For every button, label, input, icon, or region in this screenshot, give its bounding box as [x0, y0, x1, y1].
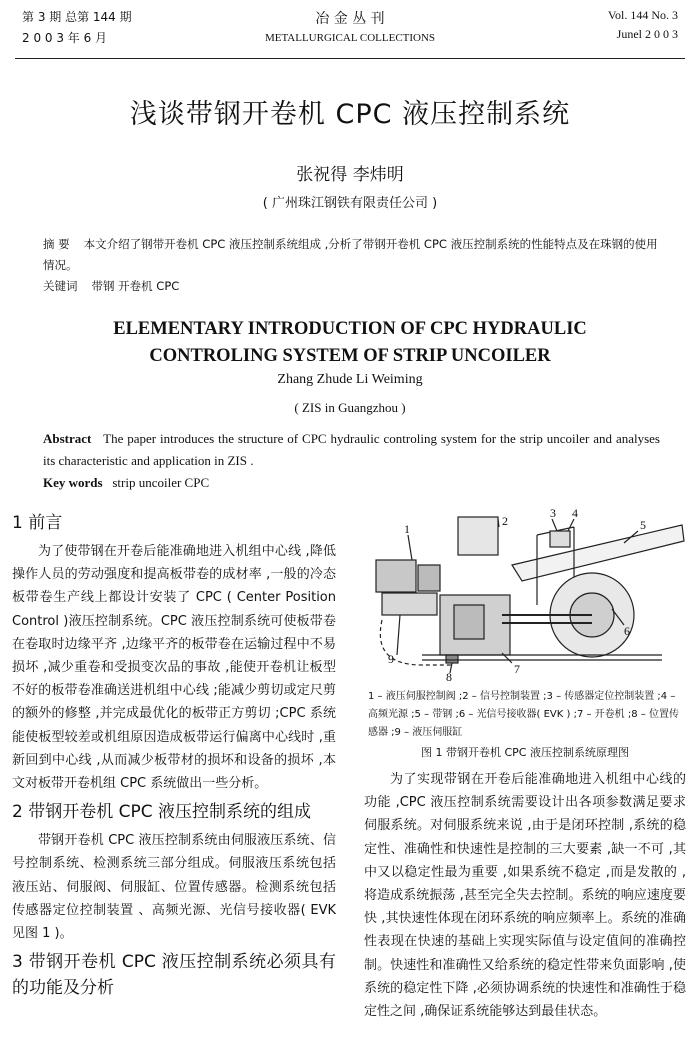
- left-column: [12, 508, 336, 1005]
- keywords-cn: 带钢 开卷机 CPC: [91, 279, 180, 293]
- label-4: 4: [572, 506, 578, 520]
- journal-name-en: METALLURGICAL COLLECTIONS: [264, 32, 436, 44]
- figure-title: 图 1 带钢开卷机 CPC 液压控制系统原理图: [421, 746, 629, 759]
- authors-en: Zhang Zhude Li Weiming: [277, 372, 423, 387]
- abstract-en-label: Abstract: [43, 431, 92, 446]
- affiliation-en: ( ZIS in Guangzhou ): [294, 400, 406, 415]
- issue-date: 2 0 0 3 年 6 月: [22, 31, 108, 45]
- volume-number: Vol. 144 No. 3: [607, 8, 678, 22]
- issue-number: 第 3 期 总第 144 期: [22, 10, 132, 24]
- section-3-heading: 3 带钢开卷机 CPC 液压控制系统必须具有的功能及分析: [12, 952, 336, 999]
- english-title-line2: CONTROLING SYSTEM OF STRIP UNCOILER: [149, 346, 551, 366]
- label-3: 3: [550, 506, 556, 520]
- light-source: [550, 531, 570, 547]
- figure-legend: 1 – 液压伺服控制阀 ;2 – 信号控制装置 ;3 – 传感器定位控制装置 ;4 – 高频光源 ;5 – 带钢 ;6 – 光信号接收器( EVK ) ;7 – 开卷机 ;8 – 位置传感器 ;9 – 液压伺服缸: [368, 691, 679, 738]
- header-rule: [15, 58, 685, 59]
- section-1-paragraph: 为了使带钢在开卷后能准确地进入机组中心线 ,降低操作人员的劳动强度和提高板带卷的成材率 ,一般的冷态板带卷生产线上都设计安装了 CPC ( Center Position Control )液压控制系统。CPC 液压控制系统可使板带卷在卷取时边缘平齐 ,边缘平齐的板带卷在运输过程中不易损坏 ,减少重卷和受损变次品的事故 ,能使开卷机让板型不好的板带卷准确送进机组中心线 ;能减少剪切或定尺剪的额外的修整 ,并完成最优化的板带正方剪切 ;CPC 系统能使板型较差或机组原因造成板带运行偏离中心线时 ,重新回到中心线 ,从而减少板带材的损坏和设备的损坏 ,本文对板带开卷机组 CPC 系统做出一些分析。: [12, 544, 336, 792]
- figure-1: [362, 505, 688, 683]
- keywords-cn-label: 关键词: [43, 279, 78, 293]
- label-1: 1: [404, 522, 410, 536]
- abstract-cn: [43, 234, 660, 297]
- journal-name-cn: 冶 金 丛 刊: [315, 11, 385, 27]
- section-1-heading: 1 前言: [12, 513, 63, 533]
- strip-shape: [512, 525, 684, 581]
- authors-cn: 张祝得 李炜明: [296, 165, 404, 185]
- volume-date: Junel 2 0 0 3: [616, 27, 678, 41]
- right-column-paragraph: 为了实现带钢在开卷后能准确地进入机组中心线的功能 ,CPC 液压控制系统需要设计出各项参数满足要求伺服系统。对伺服系统来说 ,由于是闭环控制 ,系统的稳定性、准确性和快速性是控制的三大要素 ,缺一不可 ,其中又以稳定性最为重要 ,如果系统不稳定 ,而是发散的 ,将造成系统振荡 ,甚至完全失去控制。系统的响应速度要快 ,其快速性体现在闭环系统的响应频率上。系统的准确性表现在快速的基础上实现实际值与设定值间的准确控制。快速性和准确性又给系统的稳定性带来负面影响 ,使系统的稳定性下降 ,必须协调系统的快速性和准确性于稳定性之间 ,确保证系统能够达到最佳状态。: [364, 772, 686, 1020]
- label-2: 2: [502, 514, 508, 528]
- keywords-en-label: Key words: [43, 475, 103, 490]
- label-8: 8: [446, 670, 452, 683]
- servo-valve-unit: [376, 560, 416, 592]
- affiliation-cn: ( 广州珠江钢铁有限责任公司 ): [262, 196, 438, 211]
- section-2-heading: 2 带钢开卷机 CPC 液压控制系统的组成: [12, 802, 312, 823]
- page-title: 浅谈带钢开卷机 CPC 液压控制系统: [129, 99, 571, 130]
- label-6: 6: [624, 624, 630, 638]
- servo-cylinder: [382, 593, 437, 615]
- signal-control-box: [458, 517, 498, 555]
- english-title: [0, 316, 700, 370]
- figure-1-drawing: [362, 505, 688, 683]
- right-column: [364, 768, 686, 1023]
- abstract-en: [43, 428, 660, 494]
- position-sensor: [446, 655, 458, 663]
- journal-name: [0, 8, 700, 44]
- label-7: 7: [514, 662, 520, 676]
- abstract-cn-text: 本文介绍了钢带开卷机 CPC 液压控制系统组成 ,分析了带钢开卷机 CPC 液压控制系统的性能特点及在珠钢的使用情况。: [43, 237, 658, 272]
- english-title-line1: ELEMENTARY INTRODUCTION OF CPC HYDRAULIC: [113, 319, 587, 339]
- label-5: 5: [640, 518, 646, 532]
- section-2-paragraph: 带钢开卷机 CPC 液压控制系统由伺服液压系统、信号控制系统、检测系统三部分组成。伺服液压系统包括液压站、伺服阀、伺服缸、位置传感器。检测系统包括传感器定位控制装置 、高频光源、光信号接收器( EVK 见图 1 )。: [12, 833, 336, 942]
- keywords-en: strip uncoiler CPC: [112, 475, 210, 490]
- label-9: 9: [388, 652, 394, 666]
- abstract-en-text: The paper introduces the structure of CPC hydraulic controling system for the strip uncoiler and analyses its characteristic and application in ZIS .: [43, 431, 660, 468]
- volume-info: [608, 8, 678, 42]
- abstract-cn-label: 摘 要: [43, 237, 70, 251]
